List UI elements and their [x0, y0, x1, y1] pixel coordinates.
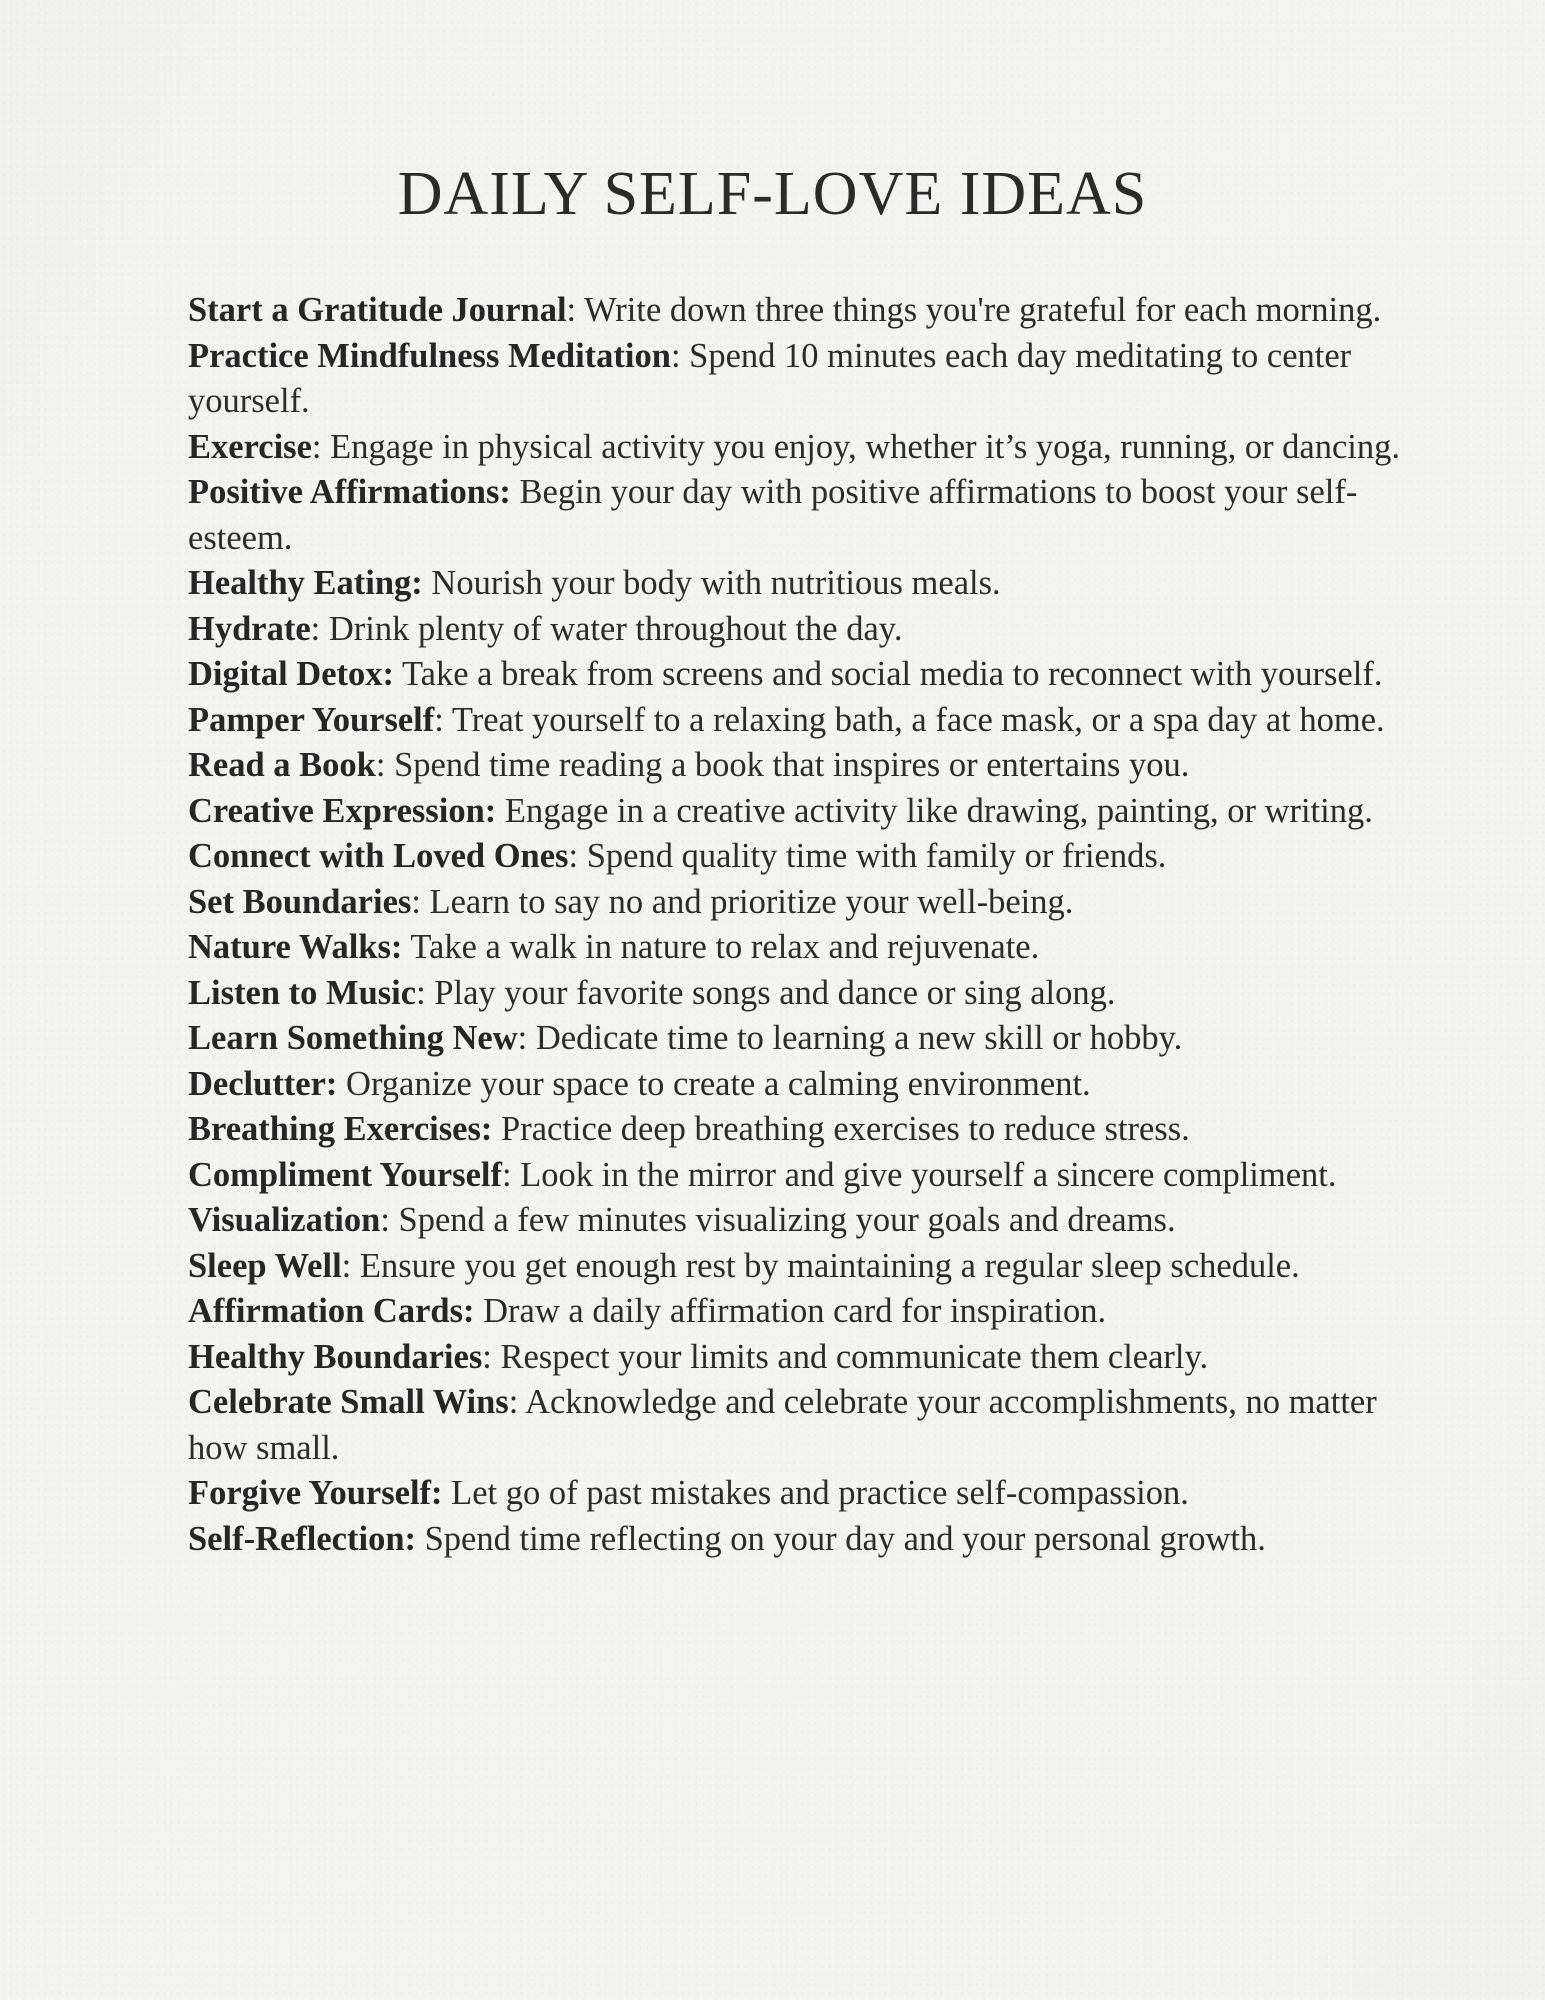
list-item: [188, 1198, 1428, 1244]
idea-term: Healthy Eating:: [188, 564, 423, 602]
idea-description: Spend quality time with family or friends.: [578, 837, 1167, 875]
idea-term: Positive Affirmations:: [188, 473, 511, 511]
idea-term: Healthy Boundaries: [188, 1337, 483, 1376]
idea-separator: :: [508, 1383, 519, 1421]
ideas-list: [188, 288, 1428, 1562]
idea-description: Draw a daily affirmation card for inspiration.: [474, 1292, 1107, 1330]
idea-description: Drink plenty of water throughout the day.: [320, 609, 903, 648]
list-item: [188, 971, 1428, 1017]
list-item: [188, 561, 1428, 607]
list-item: [188, 607, 1428, 653]
idea-description: Write down three things you're grateful for each morning.: [576, 291, 1382, 329]
idea-separator: :: [416, 973, 426, 1012]
idea-term: Forgive Yourself:: [188, 1474, 443, 1512]
idea-term: Creative Expression:: [188, 791, 497, 830]
list-item: [188, 1517, 1428, 1563]
idea-separator: :: [311, 427, 322, 466]
idea-description: Engage in physical activity you enjoy, whether it’s yoga, running, or dancing.: [321, 427, 1401, 466]
list-item: [188, 1107, 1428, 1153]
idea-separator: :: [380, 1201, 390, 1239]
list-item: [188, 834, 1428, 880]
list-item: [188, 334, 1428, 425]
idea-description: Practice deep breathing exercises to reduce stress.: [492, 1110, 1190, 1148]
idea-term: Visualization: [188, 1201, 381, 1239]
idea-term: Practice Mindfulness Meditation: [188, 336, 671, 375]
list-item: [188, 470, 1428, 561]
list-item: [188, 1471, 1428, 1517]
idea-separator: :: [411, 882, 421, 921]
idea-separator: :: [341, 1246, 352, 1285]
idea-term: Sleep Well: [188, 1246, 342, 1285]
idea-separator: :: [502, 1155, 512, 1194]
list-item: [188, 1289, 1428, 1335]
list-item: [188, 1380, 1428, 1471]
idea-description: Nourish your body with nutritious meals.: [422, 564, 1001, 602]
idea-description: Organize your space to create a calming environment.: [337, 1064, 1091, 1103]
idea-description: Learn to say no and prioritize your well-being.: [420, 882, 1074, 921]
idea-separator: :: [434, 700, 444, 739]
idea-description: Take a break from screens and social media to reconnect with yourself.: [394, 655, 1383, 693]
list-item: [188, 652, 1428, 698]
idea-description: Play your favorite songs and dance or sing along.: [425, 973, 1116, 1012]
idea-description: Spend time reflecting on your day and your personal growth.: [416, 1519, 1266, 1558]
idea-description: Engage in a creative activity like drawing, painting, or writing.: [496, 791, 1373, 830]
idea-separator: :: [517, 1019, 528, 1057]
idea-description: Take a walk in nature to relax and rejuvenate.: [402, 928, 1040, 966]
idea-term: Affirmation Cards:: [188, 1292, 475, 1330]
idea-term: Breathing Exercises:: [188, 1110, 493, 1148]
idea-term: Declutter:: [188, 1064, 338, 1103]
idea-description: Acknowledge and celebrate your accomplishments, no matter how small.: [188, 1383, 1377, 1467]
list-item: [188, 925, 1428, 971]
page-title: DAILY SELF-LOVE IDEAS: [397, 160, 1148, 228]
list-item: [188, 880, 1428, 926]
list-item: [188, 1153, 1428, 1199]
list-item: [188, 1335, 1428, 1381]
idea-description: Spend time reading a book that inspires or entertains you.: [385, 746, 1190, 784]
list-item: [188, 425, 1428, 471]
list-item: [188, 1016, 1428, 1062]
idea-description: Treat yourself to a relaxing bath, a face mask, or a spa day at home.: [443, 700, 1385, 739]
list-item: [188, 288, 1428, 334]
idea-separator: :: [566, 291, 577, 329]
list-item: [188, 1062, 1428, 1108]
idea-term: Self-Reflection:: [188, 1519, 416, 1558]
idea-description: Look in the mirror and give yourself a sincere compliment.: [511, 1155, 1337, 1194]
idea-description: Begin your day with positive affirmations to boost your self-esteem.: [188, 473, 1358, 557]
idea-term: Set Boundaries: [188, 882, 412, 921]
idea-term: Exercise: [188, 427, 312, 466]
idea-description: Dedicate time to learning a new skill or hobby.: [527, 1019, 1183, 1057]
list-item: [188, 743, 1428, 789]
list-item: [188, 698, 1428, 744]
idea-term: Pamper Yourself: [188, 700, 435, 739]
idea-separator: :: [482, 1337, 492, 1376]
idea-term: Read a Book: [188, 746, 376, 784]
idea-term: Compliment Yourself: [188, 1155, 502, 1194]
idea-term: Learn Something New: [188, 1019, 518, 1057]
list-item: [188, 789, 1428, 835]
idea-separator: :: [670, 336, 681, 375]
idea-term: Hydrate: [188, 609, 311, 648]
idea-term: Connect with Loved Ones: [188, 837, 569, 875]
idea-separator: :: [375, 746, 386, 784]
idea-term: Start a Gratitude Journal: [188, 291, 567, 329]
idea-term: Celebrate Small Wins: [188, 1383, 509, 1421]
idea-separator: :: [310, 609, 321, 648]
idea-term: Listen to Music: [188, 973, 417, 1012]
idea-description: Let go of past mistakes and practice self-compassion.: [442, 1474, 1189, 1512]
idea-description: Spend 10 minutes each day meditating to center yourself.: [188, 336, 1352, 420]
list-item: [188, 1244, 1428, 1290]
idea-description: Spend a few minutes visualizing your goals and dreams.: [389, 1201, 1176, 1239]
idea-description: Respect your limits and communicate them clearly.: [491, 1337, 1209, 1376]
idea-description: Ensure you get enough rest by maintaining a regular sleep schedule.: [351, 1246, 1300, 1285]
idea-term: Digital Detox:: [188, 655, 394, 693]
idea-separator: :: [568, 837, 579, 875]
idea-term: Nature Walks:: [188, 928, 403, 966]
